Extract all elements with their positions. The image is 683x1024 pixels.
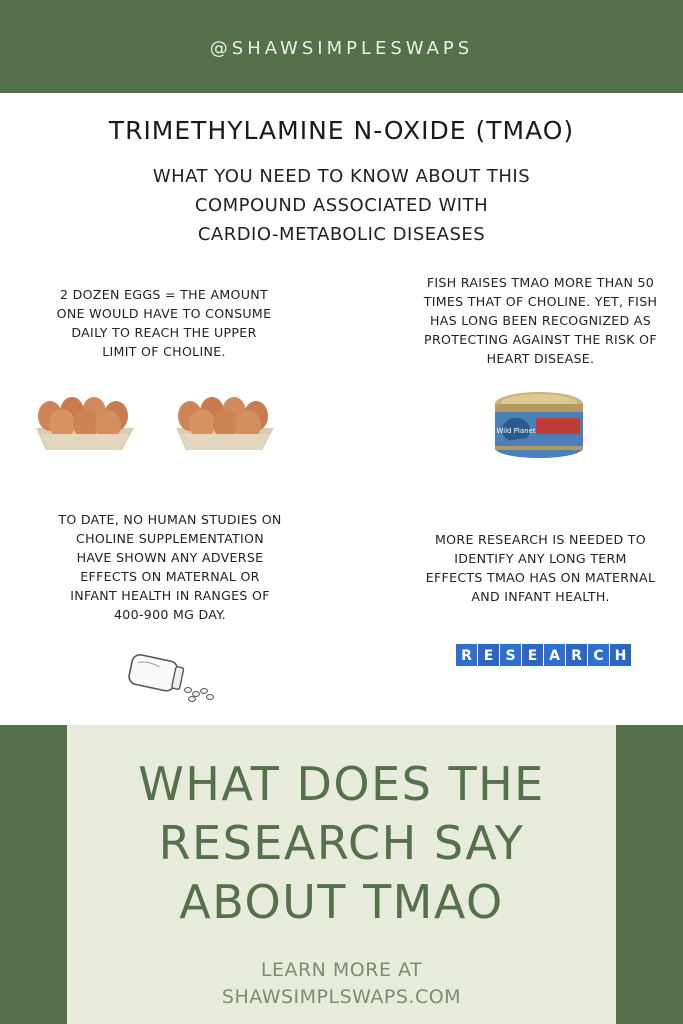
fact-line: INFANT HEALTH IN RANGES OF: [70, 588, 270, 603]
fact-line: HAVE SHOWN ANY ADVERSE: [76, 550, 264, 565]
studies-fact: [20, 510, 320, 624]
research-blocks-icon: [455, 640, 633, 672]
headline-line: ABOUT TMAO: [179, 875, 504, 929]
block-letter: C: [593, 648, 604, 664]
infographic-subtitle: [100, 162, 583, 249]
fish-fact: [398, 273, 683, 368]
social-handle: @SHAWSIMPLESWAPS: [209, 38, 474, 59]
block-letter: R: [461, 648, 472, 664]
fact-line: HEART DISEASE.: [486, 351, 595, 366]
fact-line: LIMIT OF CHOLINE.: [102, 344, 226, 359]
fact-line: TO DATE, NO HUMAN STUDIES ON: [58, 512, 282, 527]
fact-line: EFFECTS TMAO HAS ON MATERNAL: [425, 570, 656, 585]
website-link[interactable]: SHAWSIMPLSWAPS.COM: [221, 986, 462, 1008]
block-letter: A: [549, 648, 560, 664]
infographic-title: TRIMETHYLAMINE N-OXIDE (TMAO): [108, 116, 575, 145]
block-letter: H: [614, 648, 627, 664]
cta-card: [67, 725, 616, 1024]
fact-line: MORE RESEARCH IS NEEDED TO: [435, 532, 646, 547]
fact-line: DAILY TO REACH THE UPPER: [71, 325, 257, 340]
block-letter: E: [483, 648, 494, 664]
fact-line: PROTECTING AGAINST THE RISK OF: [424, 332, 657, 347]
eggs-fact: [14, 285, 314, 361]
fact-line: HAS LONG BEEN RECOGNIZED AS: [429, 313, 652, 328]
fish-can-icon: [492, 390, 586, 462]
cta-headline: [67, 755, 616, 932]
fact-line: CHOLINE SUPPLEMENTATION: [76, 531, 264, 546]
headline-line: WHAT DOES THE: [138, 757, 545, 811]
fact-line: ONE WOULD HAVE TO CONSUME: [56, 306, 272, 321]
pill-bottle-icon: [124, 648, 220, 704]
block-letter: S: [505, 648, 516, 664]
block-letter: R: [571, 648, 582, 664]
fact-line: 400-900 MG DAY.: [113, 607, 226, 622]
subtitle-line: COMPOUND ASSOCIATED WITH: [194, 195, 489, 216]
learn-line: LEARN MORE AT: [260, 959, 423, 981]
block-letter: E: [527, 648, 538, 664]
fact-line: AND INFANT HEALTH.: [471, 589, 610, 604]
headline-line: RESEARCH SAY: [158, 816, 525, 870]
fact-line: FISH RAISES TMAO MORE THAN 50: [426, 275, 655, 290]
egg-carton-icon: [30, 388, 140, 458]
learn-more-text: [67, 957, 616, 1011]
fact-line: TIMES THAT OF CHOLINE. YET, FISH: [423, 294, 658, 309]
research-fact: [398, 530, 683, 606]
fact-line: EFFECTS ON MATERNAL OR: [80, 569, 260, 584]
can-brand-label: Wild Planet: [496, 427, 536, 435]
egg-carton-icon: [170, 388, 280, 458]
fact-line: IDENTIFY ANY LONG TERM: [454, 551, 627, 566]
subtitle-line: CARDIO-METABOLIC DISEASES: [197, 224, 486, 245]
fact-line: 2 DOZEN EGGS = THE AMOUNT: [59, 287, 268, 302]
subtitle-line: WHAT YOU NEED TO KNOW ABOUT THIS: [152, 166, 531, 187]
